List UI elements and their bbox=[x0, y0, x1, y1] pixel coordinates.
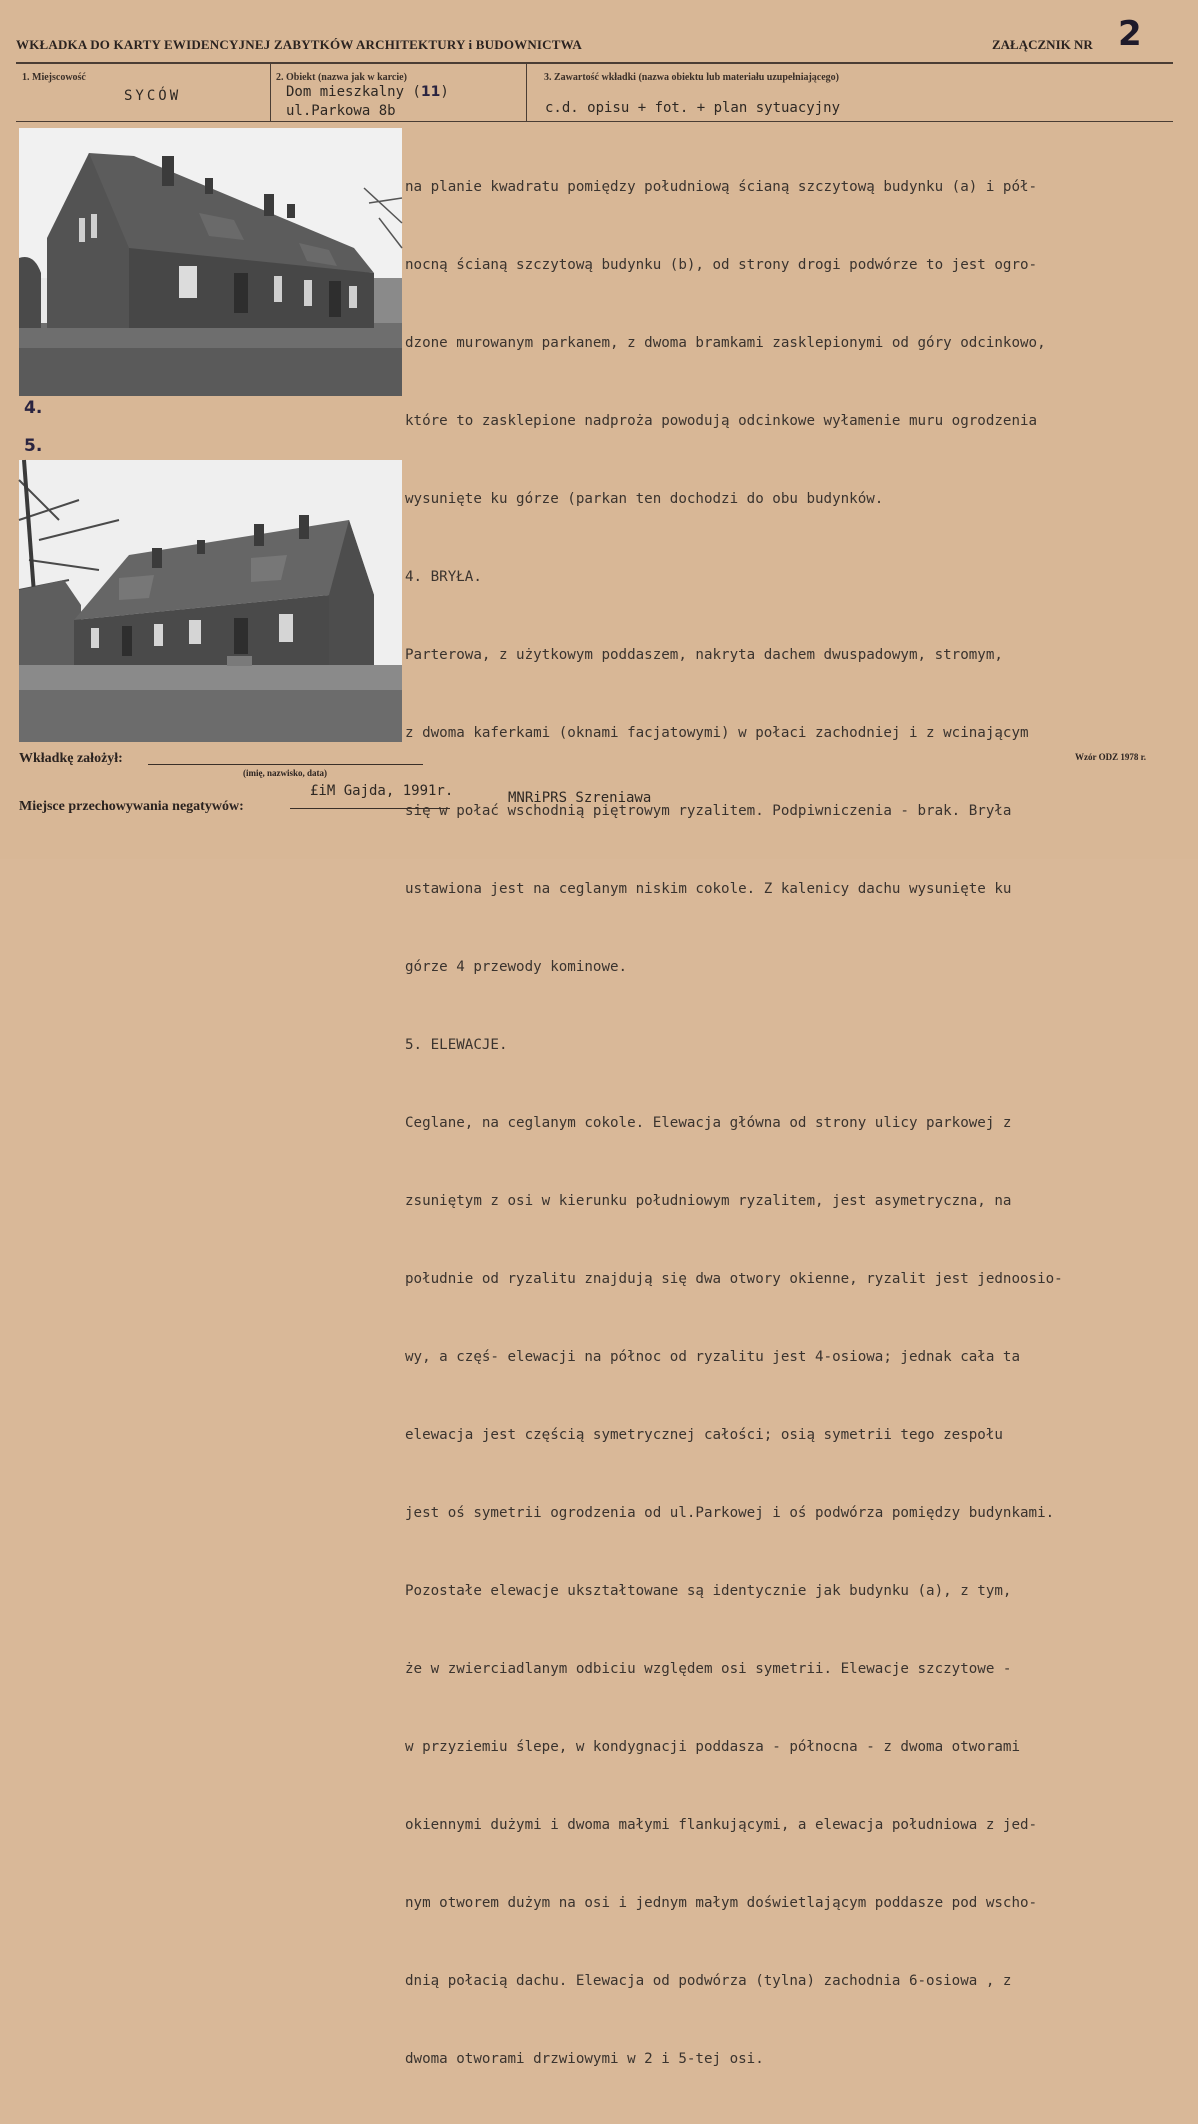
description-line: wy, a częś- elewacji na północ od ryzalitu jest 4-osiowa; jednak cała ta bbox=[405, 1349, 1020, 1365]
description-line: zsuniętym z osi w kierunku południowym ryzalitem, jest asymetryczna, na bbox=[405, 1193, 1012, 1209]
photo-1-number: 4. bbox=[24, 398, 43, 418]
description-line: dzone murowanym parkanem, z dwoma bramkami zasklepionymi od góry odcinkowo, bbox=[405, 335, 1046, 351]
object-line-2: ul.Parkowa 8b bbox=[286, 103, 396, 119]
description-line: dnią połacią dachu. Elewacja od podwórza (tylna) zachodnia 6-osiowa , z bbox=[405, 1973, 1012, 1989]
section-heading: 4. BRYŁA. bbox=[405, 569, 482, 585]
description-line: w przyziemiu ślepe, w kondygnacji poddasza - północna - z dwoma otworami bbox=[405, 1739, 1020, 1755]
photo-building-1-image bbox=[19, 128, 402, 396]
description-line: jest oś symetrii ogrodzenia od ul.Parkowej i oś podwórza pomiędzy budynkami. bbox=[405, 1505, 1055, 1521]
description-text bbox=[405, 122, 1180, 2124]
object-number: 11 bbox=[420, 84, 441, 100]
description-line: nym otworem dużym na osi i jednym małym doświetlającym poddasze pod wscho- bbox=[405, 1895, 1038, 1911]
photo-building-2-image bbox=[19, 460, 402, 742]
description-line: się w połać wschodnią piętrowym ryzalitem. Podpiwniczenia - brak. Bryła bbox=[405, 803, 1012, 819]
description-line: górze 4 przewody kominowe. bbox=[405, 959, 628, 975]
negatives-value-2: MNRiPRS Szreniawa bbox=[508, 790, 652, 806]
created-by-line bbox=[148, 764, 423, 765]
description-line: że w zwierciadlanym odbiciu względem osi symetrii. Elewacje szczytowe - bbox=[405, 1661, 1012, 1677]
contents-label: 3. Zawartość wkładki (nazwa obiektu lub materiału uzupełniającego) bbox=[544, 72, 840, 83]
photo-building-2 bbox=[19, 460, 402, 742]
contents-value: c.d. opisu + fot. + plan sytuacyjny bbox=[545, 100, 841, 116]
description-line: Pozostałe elewacje ukształtowane są identycznie jak budynku (a), z tym, bbox=[405, 1583, 1012, 1599]
section-heading: 5. ELEWACJE. bbox=[405, 1037, 508, 1053]
description-line: elewacja jest częścią symetrycznej całości; osią symetrii tego zespołu bbox=[405, 1427, 1003, 1443]
object-paren: ) bbox=[440, 84, 449, 100]
description-line: które to zasklepione nadproża powodują odcinkowe wyłamenie muru ogrodzenia bbox=[405, 413, 1038, 429]
field-divider-1 bbox=[270, 64, 271, 122]
description-line: okiennymi dużymi i dwoma małymi flankującymi, a elewacja południowa z jed- bbox=[405, 1817, 1038, 1833]
description-line: wysunięte ku górze (parkan ten dochodzi do obu budynków. bbox=[405, 491, 884, 507]
created-by-hint: (imię, nazwisko, data) bbox=[243, 768, 327, 778]
card-title: WKŁADKA DO KARTY EWIDENCYJNEJ ZABYTKÓW ARCHITEKTURY i BUDOWNICTWA bbox=[16, 37, 582, 52]
field-divider-2 bbox=[526, 64, 527, 122]
form-label: Wzór ODZ 1978 r. bbox=[1075, 752, 1146, 762]
description-line: Ceglane, na ceglanym cokole. Elewacja główna od strony ulicy parkowej z bbox=[405, 1115, 1012, 1131]
attachment-number: 2 bbox=[1118, 14, 1142, 54]
negatives-value-1: £iM Gajda, 1991r. bbox=[310, 783, 454, 799]
attachment-label: ZAŁĄCZNIK NR bbox=[992, 37, 1093, 52]
description-line: nocną ścianą szczytową budynku (b), od strony drogi podwórze to jest ogro- bbox=[405, 257, 1038, 273]
description-line: Parterowa, z użytkowym poddaszem, nakryta dachem dwuspadowym, stromym, bbox=[405, 647, 1003, 663]
description-line: południe od ryzalitu znajdują się dwa otwory okienne, ryzalit jest jednoosio- bbox=[405, 1271, 1063, 1287]
negatives-label: Miejsce przechowywania negatywów: bbox=[19, 799, 244, 814]
photo-building-1 bbox=[19, 128, 402, 396]
object-name: Dom mieszkalny ( bbox=[286, 84, 421, 100]
description-line: ustawiona jest na ceglanym niskim cokole. Z kalenicy dachu wysunięte ku bbox=[405, 881, 1012, 897]
object-label: 2. Obiekt (nazwa jak w karcie) bbox=[276, 72, 407, 83]
header-rule bbox=[16, 62, 1173, 64]
description-line: dwoma otworami drzwiowymi w 2 i 5-tej osi. bbox=[405, 2051, 764, 2067]
photo-2-number: 5. bbox=[24, 436, 43, 456]
place-value: SYCÓW bbox=[124, 88, 182, 104]
created-by-label: Wkładkę założył: bbox=[19, 751, 123, 766]
negatives-line bbox=[290, 808, 450, 809]
object-line-1 bbox=[286, 84, 449, 100]
description-line: na planie kwadratu pomiędzy południową ścianą szczytową budynku (a) i pół- bbox=[405, 179, 1038, 195]
place-label: 1. Miejscowość bbox=[22, 72, 86, 83]
description-line: z dwoma kaferkami (oknami facjatowymi) w połaci zachodniej i z wcinającym bbox=[405, 725, 1029, 741]
